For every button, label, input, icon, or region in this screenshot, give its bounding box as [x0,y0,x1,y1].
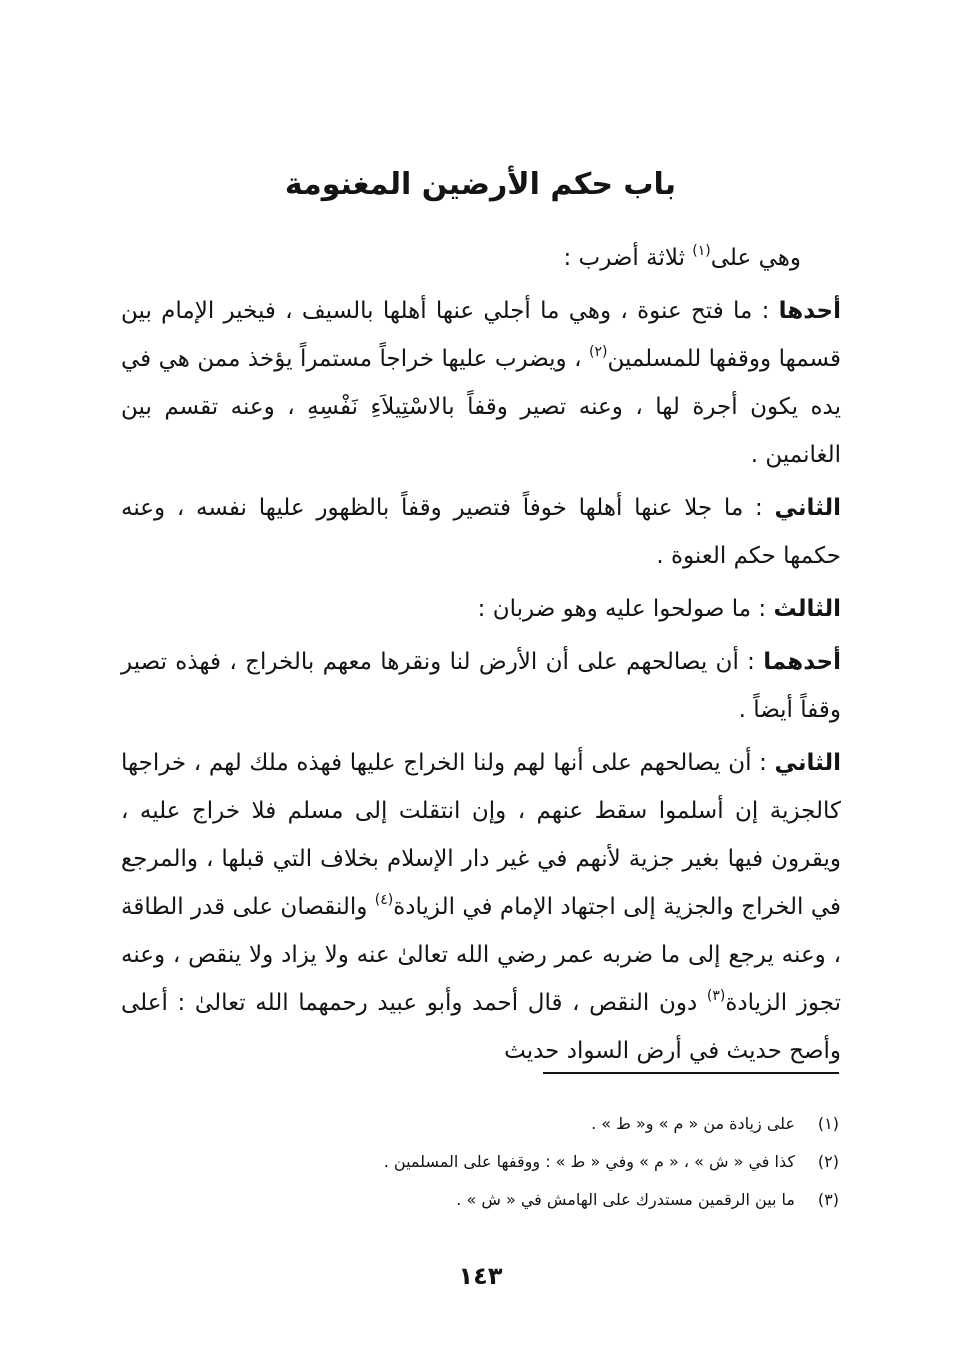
paragraph-lead: الثاني [774,495,841,521]
paragraph-first-type [121,287,841,479]
footnotes [119,1105,839,1219]
footnote-item [119,1143,839,1181]
paragraph-third-type [121,585,841,633]
paragraph-subtype-one [121,638,841,734]
text-run: ، ويضرب عليها خراجاً مستمراً يؤخذ ممن هي في يده يكون أجرة لها ، وعنه تصير وقفاً بالاسْتِيلاَءِ نَفْسِهِ ، وعنه تقسم بين الغانمين . [121,346,841,468]
paragraph-lead: أحدها [778,298,841,324]
paragraph-lead: أحدهما [763,649,841,675]
text-run: : أن يصالحهم على أن الأرض لنا ونقرها معهم بالخراج ، فهذه تصير وقفاً أيضاً . [121,649,841,723]
paragraph-lead: الثاني [774,750,841,776]
footnote-number: (٣) [817,1190,839,1209]
text-run: : ما صولحوا عليه وهو ضربان : [477,596,774,622]
footnote-item [119,1105,839,1143]
footnote-number: (١) [817,1114,839,1133]
footnote-text: ما بين الرقمين مستدرك على الهامش في « ش » . [456,1190,795,1209]
text-run: والنقصان على قدر الطاقة ، وعنه يرجع إلى ما ضربه عمر رضي الله تعالىٰ عنه ولا يزاد ولا ينقص ، وعنه تجوز الزيادة [121,894,841,1016]
text-run: : أن يصالحهم على أنها لهم ولنا الخراج عليها فهذه ملك لهم ، خراجها كالجزية إن أسلموا سقط عنهم ، وإن انتقلت إلى مسلم فلا خراج عليه ، ويقرون فيها بغير جزية لأنهم في غير دار الإسلام بخلاف التي قبلها ، والمرجع في الخراج والجزية إلى اجتهاد الإمام في الزيادة [121,750,841,920]
main-text [121,234,841,1080]
footnote-ref-3[interactable]: (٣) [706,988,726,1004]
footnote-item [119,1181,839,1219]
text-run: : ما جلا عنها أهلها خوفاً فتصير وقفاً بالظهور عليها نفسه ، وعنه حكمها حكم العنوة . [121,495,841,569]
chapter-title: باب حكم الأرضين المغنومة [284,167,677,202]
page-number: ١٤٣ [458,1262,503,1290]
footnote-divider [543,1072,839,1074]
text-run: وهي على [710,245,801,271]
footnote-ref-4[interactable]: (٤) [374,892,394,908]
footnote-text: على زيادة من « م » و« ط » . [591,1114,795,1133]
paragraph-lead: الثالث [773,596,841,622]
text-run: : ما فتح عنوة ، وهي ما أجلي عنها أهلها بالسيف ، فيخير الإمام بين قسمها ووقفها للمسلمين [121,298,841,372]
paragraph-subtype-two [121,739,841,1075]
footnote-ref-1[interactable]: (١) [692,243,711,259]
footnote-number: (٢) [817,1152,839,1171]
paragraph-second-type [121,484,841,580]
footnote-text: كذا في « ش » ، « م » وفي « ط » : ووقفها على المسلمين . [383,1152,795,1171]
footnote-ref-2[interactable]: (٢) [588,344,608,360]
text-run: ثلاثة أضرب : [563,245,693,271]
paragraph-intro [121,234,841,282]
text-run: دون النقص ، قال أحمد وأبو عبيد رحمهما الله تعالىٰ : أعلى وأصح حديث في أرض السواد حديث [121,990,841,1064]
